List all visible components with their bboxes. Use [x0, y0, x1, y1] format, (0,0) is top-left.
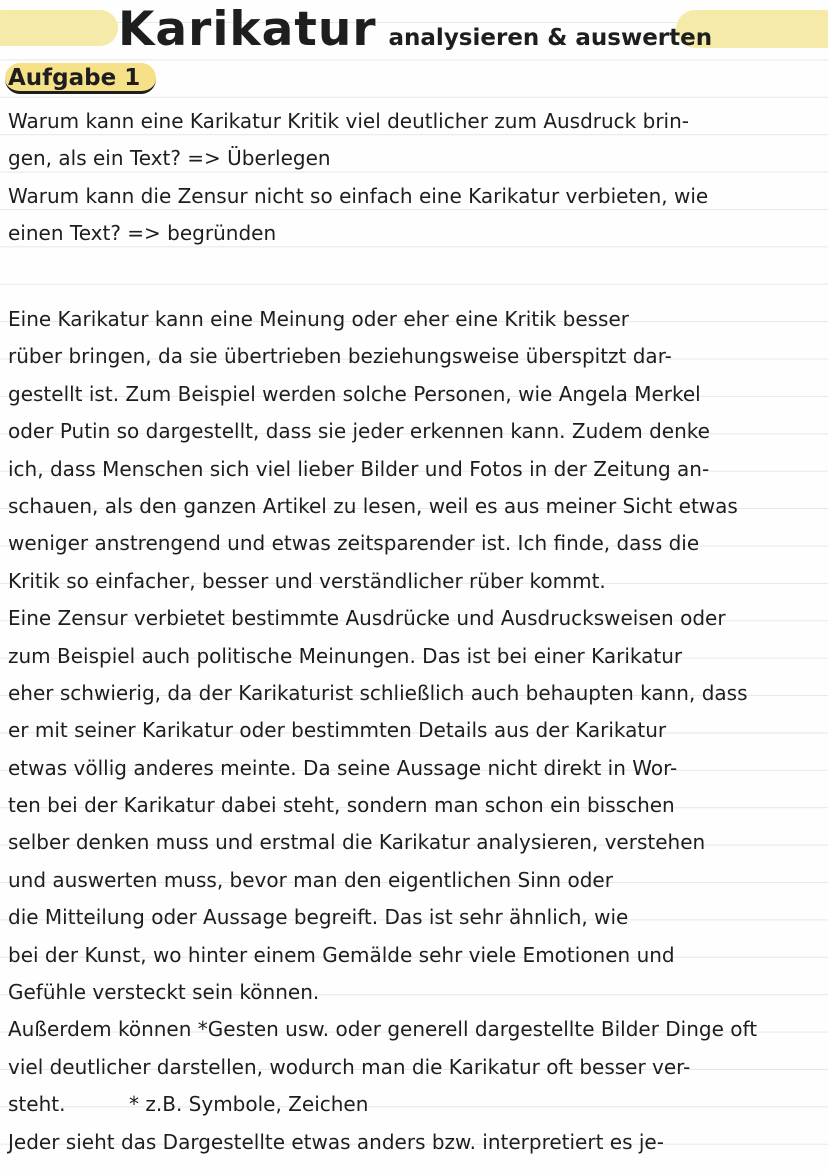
handwritten-line: etwas völlig anderes meinte. Da seine Aussage nicht direkt in Wor-	[8, 755, 678, 780]
handwritten-line: ich, dass Menschen sich viel lieber Bilder und Fotos in der Zeitung an-	[8, 456, 710, 481]
handwritten-line: Eine Karikatur kann eine Meinung oder eher eine Kritik besser	[8, 307, 629, 331]
handwritten-line: Jeder sieht das Dargestellte etwas anders bzw. interpretiert es je-	[8, 1129, 664, 1154]
handwritten-line: eher schwierig, da der Karikaturist schließlich auch behaupten kann, dass	[8, 680, 748, 705]
handwritten-line: selber denken muss und erstmal die Karikatur analysieren, verstehen	[8, 830, 706, 855]
handwritten-line: Gefühle versteckt sein können.	[8, 980, 320, 1005]
handwritten-line: zum Beispiel auch politische Meinungen. Das ist bei einer Karikatur	[8, 643, 683, 668]
question-block	[0, 103, 828, 253]
handwritten-line: einen Text? => begründen	[8, 221, 277, 246]
handwritten-line: schauen, als den ganzen Artikel zu lesen, weil es aus meiner Sicht etwas	[8, 493, 738, 518]
title-highlight-left	[0, 10, 118, 46]
handwritten-line: und auswerten muss, bevor man den eigentlichen Sinn oder	[8, 867, 613, 892]
handwritten-line: Kritik so einfacher, besser und verständlicher rüber kommt.	[8, 568, 606, 593]
handwritten-line: gen, als ein Text? => Überlegen	[8, 146, 331, 171]
task-heading	[5, 63, 156, 94]
handwritten-line: Eine Zensur verbietet bestimmte Ausdrücke und Ausdrucksweisen oder	[8, 606, 726, 631]
handwritten-line: rüber bringen, da sie übertrieben beziehungsweise überspitzt dar-	[8, 344, 672, 369]
page-title	[118, 2, 712, 57]
handwritten-line: Außerdem können *Gesten usw. oder generell dargestellte Bilder Dinge oft	[8, 1017, 758, 1042]
handwritten-line: oder Putin so dargestellt, dass sie jeder erkennen kann. Zudem denke	[8, 419, 710, 444]
handwritten-line: die Mitteilung oder Aussage begreift. Das ist sehr ähnlich, wie	[8, 905, 629, 930]
handwritten-line: er mit seiner Karikatur oder bestimmten Details aus der Karikatur	[8, 718, 667, 743]
handwritten-line: Warum kann eine Karikatur Kritik viel deutlicher zum Ausdruck brin-	[8, 109, 689, 133]
handwritten-line: bei der Kunst, wo hinter einem Gemälde sehr viele Emotionen und	[8, 942, 675, 967]
handwritten-line: weniger anstrengend und etwas zeitsparender ist. Ich finde, dass die	[8, 531, 700, 556]
answer-block	[0, 301, 828, 1161]
handwritten-line: viel deutlicher darstellen, wodurch man die Karikatur oft besser ver-	[8, 1054, 691, 1079]
task-heading-label: Aufgabe 1	[5, 63, 156, 94]
page-title-main: Karikatur	[118, 2, 377, 57]
page-title-subtitle: analysieren & auswerten	[388, 25, 713, 51]
handwritten-line: steht. * z.B. Symbole, Zeichen	[8, 1092, 369, 1117]
handwritten-line: Warum kann die Zensur nicht so einfach eine Karikatur verbieten, wie	[8, 183, 709, 208]
handwritten-line: gestellt ist. Zum Beispiel werden solche Personen, wie Angela Merkel	[8, 381, 701, 406]
handwritten-line: ten bei der Karikatur dabei steht, sondern man schon ein bisschen	[8, 793, 675, 818]
